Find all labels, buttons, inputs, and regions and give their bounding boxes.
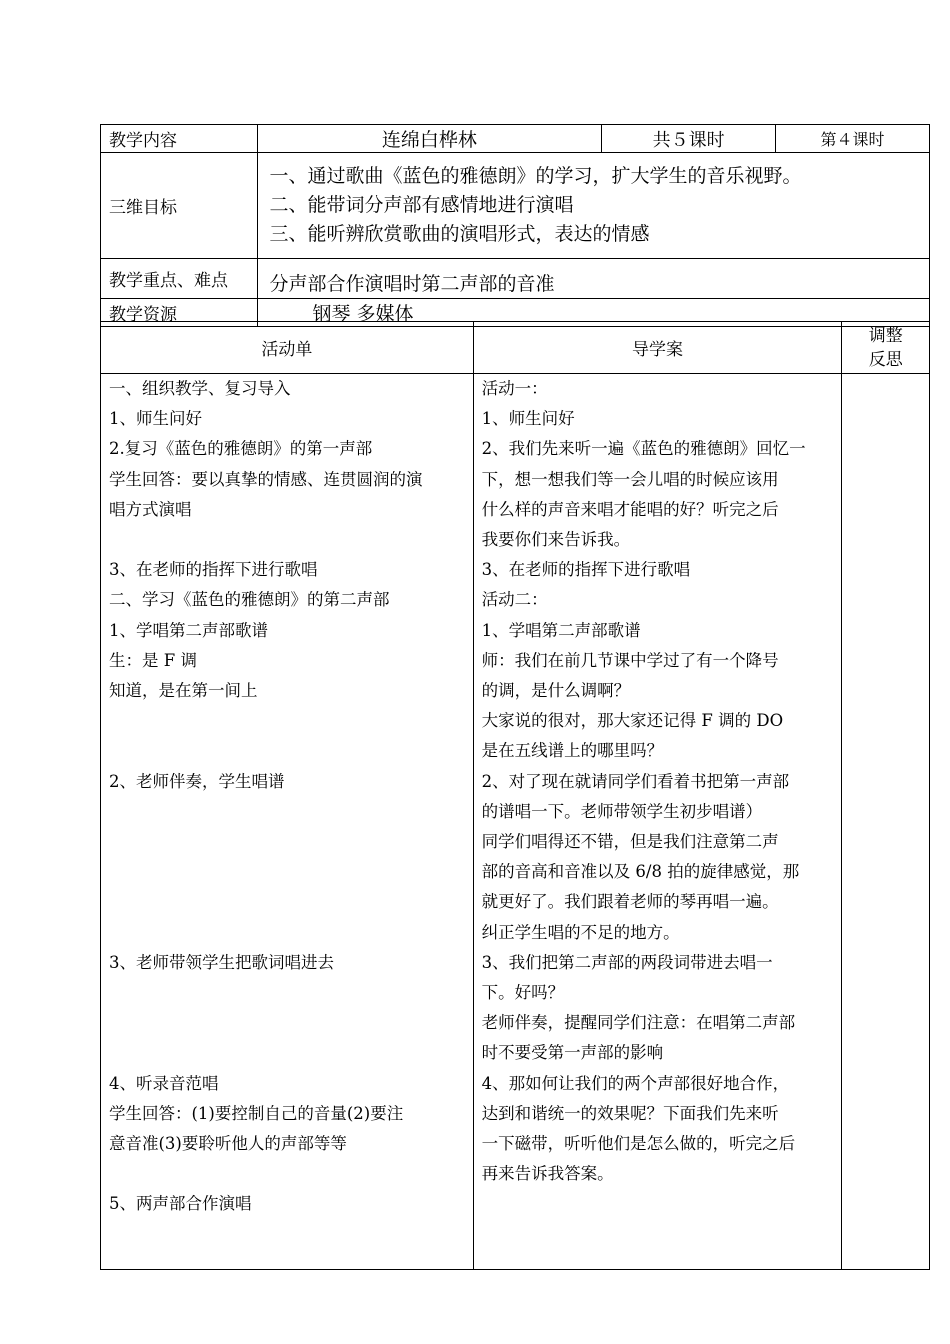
text-line: 师：我们在前几节课中学过了有一个降号 (481, 650, 779, 670)
text-line: 的调，是什么调啊？ (481, 681, 631, 701)
activity-column (101, 374, 474, 1270)
goal-item: 一、通过歌曲《蓝色的雅德朗》的学习，扩大学生的音乐视野。 (269, 165, 802, 187)
lesson-number: 第４课时 (776, 125, 930, 153)
text-line: 时不要受第一声部的影响 (481, 1043, 664, 1063)
text-line: 1、学唱第二声部歌谱 (109, 620, 268, 640)
header-row-content (101, 125, 930, 153)
text-line (101, 1008, 473, 1038)
activity-header-row (101, 322, 930, 374)
text-line: 2、我们先来听一遍《蓝色的雅德朗》回忆一 (481, 439, 806, 459)
text-line (101, 827, 473, 857)
adjust-header-line: 反思 (868, 349, 903, 370)
adjust-column (842, 374, 930, 1270)
text-line: 生：是 F 调 (109, 650, 197, 670)
resources-label: 教学资源 (101, 299, 258, 327)
text-line: 再来告诉我答案。 (481, 1164, 614, 1184)
header-row-goals (101, 153, 930, 259)
text-line: 学生回答：(1)要控制自己的音量(2)要注 (109, 1103, 404, 1123)
text-line: 1、师生问好 (481, 409, 575, 429)
text-line: 达到和谐统一的效果呢？下面我们先来听 (481, 1103, 779, 1123)
adjust-header-line: 调整 (868, 325, 903, 346)
text-line (101, 1159, 473, 1189)
activity-column-header: 活动单 (101, 322, 474, 374)
text-line (101, 978, 473, 1008)
goal-item: 三、能听辨欣赏歌曲的演唱形式，表达的情感 (269, 223, 650, 245)
adjust-column-header (842, 322, 930, 374)
text-line: 3、我们把第二声部的两段词带进去唱一 (481, 952, 773, 972)
keypoints-value: 分声部合作演唱时第二声部的音准 (257, 259, 929, 299)
text-line: 是在五线谱上的哪里吗？ (481, 741, 664, 761)
header-row-keypoints (101, 259, 930, 299)
text-line: 老师伴奏，提醒同学们注意：在唱第二声部 (481, 1013, 796, 1033)
text-line: 就更好了。我们跟着老师的琴再唱一遍。 (481, 892, 779, 912)
goals-label: 三维目标 (101, 153, 258, 259)
goals-cell (257, 153, 929, 259)
text-line: 学生回答：要以真挚的情感、连贯圆润的演 (109, 469, 423, 489)
text-line: 一下磁带，听听他们是怎么做的，听完之后 (481, 1134, 796, 1154)
text-line: 4、那如何让我们的两个声部很好地合作， (481, 1073, 790, 1093)
text-line (101, 525, 473, 555)
text-line: 3、老师带领学生把歌词唱进去 (109, 952, 334, 972)
text-line: 我要你们来告诉我。 (481, 530, 631, 550)
text-line: 同学们唱得还不错，但是我们注意第二声 (481, 832, 779, 852)
text-line (101, 857, 473, 887)
guide-column-header: 导学案 (473, 322, 842, 374)
total-lessons: 共５课时 (602, 125, 776, 153)
text-line: 3、在老师的指挥下进行歌唱 (481, 560, 691, 580)
text-line: 下，想一想我们等一会儿唱的时候应该用 (481, 469, 779, 489)
text-line: 知道，是在第一间上 (109, 681, 258, 701)
text-line: 4、听录音范唱 (109, 1073, 219, 1093)
text-line: 什么样的声音来唱才能唱的好？听完之后 (481, 499, 779, 519)
text-line: 纠正学生唱的不足的地方。 (481, 922, 680, 942)
text-line: 唱方式演唱 (109, 499, 192, 519)
keypoints-label: 教学重点、难点 (101, 259, 258, 299)
text-line: 一、组织教学、复习导入 (109, 379, 291, 398)
text-line (101, 736, 473, 766)
text-line (101, 797, 473, 827)
text-line: 1、师生问好 (109, 409, 202, 429)
text-line: 5、两声部合作演唱 (109, 1194, 252, 1214)
text-line (101, 918, 473, 948)
text-line: 2、对了现在就请同学们看着书把第一声部 (481, 771, 790, 791)
text-line: 活动一： (481, 379, 548, 398)
text-line: 活动二： (481, 590, 548, 610)
text-line: 部的音高和音准以及 6/8 拍的旋律感觉，那 (481, 862, 800, 882)
text-line: 3、在老师的指挥下进行歌唱 (109, 560, 318, 580)
text-line: 大家说的很对，那大家还记得 F 调的 DO (481, 711, 784, 731)
resources-value: 钢琴 多媒体 (257, 299, 929, 327)
text-line: 2.复习《蓝色的雅德朗》的第一声部 (109, 439, 373, 459)
lesson-header-table (100, 124, 930, 327)
text-line: 的谱唱一下。老师带领学生初步唱谱） (481, 801, 763, 821)
text-line (101, 1038, 473, 1068)
guide-column (473, 374, 842, 1270)
text-line (101, 706, 473, 736)
activity-body-row (101, 374, 930, 1270)
content-label: 教学内容 (101, 125, 258, 153)
goal-item: 二、能带词分声部有感情地进行演唱 (269, 194, 574, 216)
text-line: 意音准(3)要聆听他人的声部等等 (109, 1133, 347, 1153)
text-line: 二、学习《蓝色的雅德朗》的第二声部 (109, 590, 390, 610)
text-line: 下。好吗？ (481, 983, 565, 1003)
text-line: 2、老师伴奏，学生唱谱 (109, 771, 285, 791)
text-line: 1、学唱第二声部歌谱 (481, 620, 641, 640)
text-line (101, 887, 473, 917)
song-title: 连绵白桦林 (257, 125, 602, 153)
activity-table (100, 321, 930, 1270)
